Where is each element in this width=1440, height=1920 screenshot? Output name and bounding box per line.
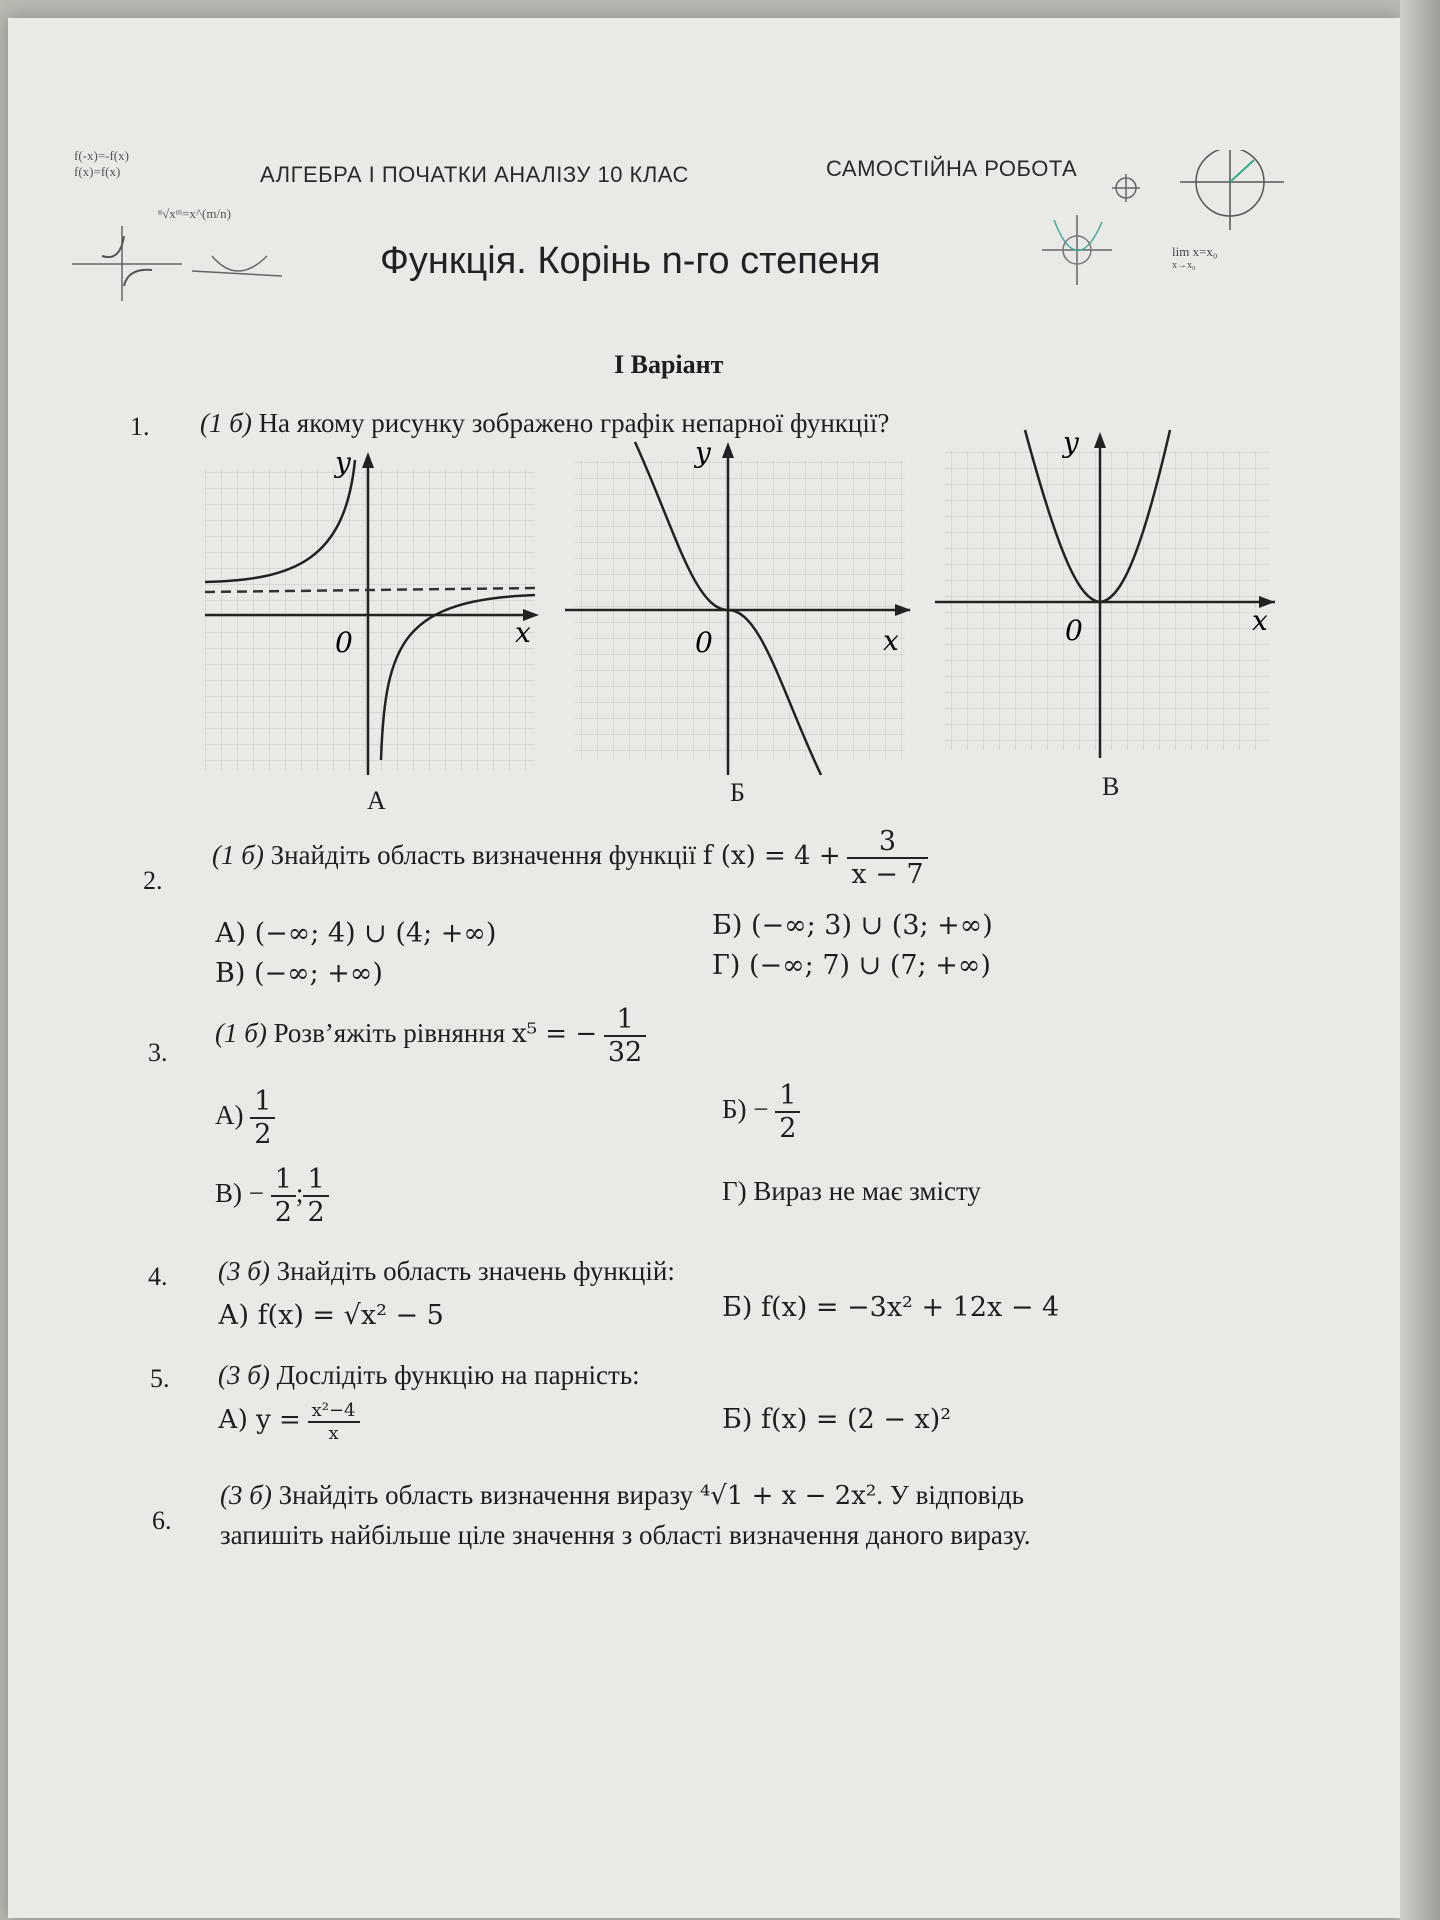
question-2-option-b[interactable]: Б) (−∞; 3) ∪ (3; +∞): [712, 910, 993, 941]
question-2-option-a[interactable]: А) (−∞; 4) ∪ (4; +∞): [215, 918, 497, 949]
doodle-unit-circle: [1100, 150, 1300, 250]
question-6-prompt-tail: . У відповідь: [876, 1480, 1024, 1510]
figure-b-label: Б: [730, 778, 745, 807]
question-2-option-c[interactable]: В) (−∞; +∞): [215, 958, 383, 989]
question-2-points: (1 б): [212, 840, 264, 871]
question-3-option-a-denominator: 2: [250, 1117, 275, 1150]
figure-b-origin: 0: [695, 626, 713, 659]
question-2-text: [212, 826, 928, 890]
doodle-graphs-left: [62, 216, 292, 306]
question-3-option-b-fraction: [775, 1080, 800, 1144]
question-2-prompt: Знайдіть область визначення функції: [270, 840, 697, 871]
question-3-option-b-prefix: Б) −: [722, 1094, 769, 1125]
figure-c-x-label: x: [1252, 604, 1268, 637]
figure-a-origin: 0: [335, 626, 353, 659]
question-5-number: 5.: [150, 1364, 170, 1393]
question-3-option-c-fraction-2: [303, 1164, 328, 1228]
question-3-fraction-denominator: 32: [604, 1035, 646, 1068]
question-3-option-b-numerator: 1: [779, 1080, 797, 1111]
question-3-option-a[interactable]: [215, 1086, 275, 1150]
question-3-option-c-numerator-2: 1: [307, 1164, 325, 1195]
question-3-option-c-denominator-1: 2: [271, 1195, 296, 1228]
question-6-number: 6.: [152, 1506, 172, 1535]
question-6-formula: ⁴√1 + x − 2x²: [699, 1481, 877, 1511]
question-3-number: 3.: [148, 1038, 168, 1067]
question-3-option-a-numerator: 1: [254, 1086, 272, 1117]
question-4-points: (3 б): [218, 1256, 270, 1286]
figure-c-origin: 0: [1065, 614, 1083, 647]
question-3-option-c-denominator-2: 2: [303, 1195, 328, 1228]
question-3-option-c-fraction-1: [271, 1164, 296, 1228]
question-3-option-c-prefix: В) −: [215, 1178, 264, 1209]
question-6-line-1: [220, 1480, 1024, 1511]
figure-b-y-label: y: [695, 436, 711, 469]
worksheet-title: Функція. Корінь n-го степеня: [380, 240, 881, 282]
question-5-points: (3 б): [218, 1360, 270, 1390]
question-1-points: (1 б): [200, 408, 252, 438]
question-4-prompt: Знайдіть область значень функцій:: [276, 1256, 675, 1286]
variant-heading: І Варіант: [614, 350, 724, 379]
question-3-fraction: [604, 1004, 646, 1068]
paper-stack-edge: [1400, 0, 1440, 1920]
question-4-number: 4.: [148, 1262, 168, 1291]
question-3-points: (1 б): [215, 1018, 267, 1049]
doodle-limit-main: lim x=x₀: [1172, 244, 1218, 259]
question-1-prompt: На якому рисунку зображено графік непарної функції?: [258, 408, 890, 438]
question-1-number: 1.: [130, 412, 150, 441]
doodle-root-formula: ⁿ√xᵐ=x^(m/n): [158, 206, 231, 221]
question-3-option-d[interactable]: Г) Вираз не має змісту: [722, 1176, 981, 1206]
figure-a-label: А: [367, 786, 386, 815]
question-5-option-a[interactable]: [218, 1400, 360, 1444]
question-6-prompt: Знайдіть область визначення виразу: [278, 1480, 694, 1510]
figure-c-graph: [935, 420, 1280, 770]
question-2-fraction-numerator: 3: [878, 826, 897, 857]
question-5-option-a-fraction: [308, 1400, 360, 1444]
subject-header: АЛГЕБРА І ПОЧАТКИ АНАЛІЗУ 10 КЛАС: [260, 162, 689, 187]
question-3-option-b-denominator: 2: [775, 1111, 800, 1144]
figure-b-x-label: x: [883, 624, 899, 657]
figure-a-grid: [205, 470, 535, 770]
question-5-text: [218, 1360, 640, 1391]
figure-c-label: В: [1102, 772, 1120, 801]
question-3-text: [215, 1004, 646, 1068]
question-2-fraction-denominator: x − 7: [847, 857, 927, 890]
question-4-text: [218, 1256, 675, 1287]
question-6-points: (3 б): [220, 1480, 272, 1510]
question-3-formula: x⁵ = −: [511, 1019, 598, 1050]
question-3-option-b[interactable]: [722, 1080, 800, 1144]
question-3-option-c[interactable]: [215, 1164, 329, 1228]
doodle-limit-sub: x→x₀: [1172, 260, 1196, 271]
doodle-parity-formulas: [74, 148, 129, 180]
question-4-option-a[interactable]: А) f(x) = √x² − 5: [218, 1300, 444, 1331]
question-6-line-2: запишіть найбільше ціле значення з області визначення даного виразу.: [220, 1520, 1031, 1550]
doodle-limit-formula: [1172, 244, 1217, 271]
question-3-prompt: Розв’яжіть рівняння: [273, 1018, 506, 1049]
question-2-option-d[interactable]: Г) (−∞; 7) ∪ (7; +∞): [712, 950, 991, 981]
figure-a-x-label: x: [515, 616, 531, 649]
question-5-option-a-denominator: x: [308, 1421, 360, 1444]
question-5-option-a-numerator: x²−4: [311, 1400, 356, 1421]
question-3-option-c-separator: ;: [295, 1178, 304, 1209]
question-5-prompt: Дослідіть функцію на парність:: [276, 1360, 640, 1390]
question-3-option-a-prefix: А): [215, 1100, 244, 1131]
figure-a-graph: [205, 440, 545, 780]
question-3-fraction-numerator: 1: [616, 1004, 634, 1035]
question-4-option-b[interactable]: Б) f(x) = −3x² + 12x − 4: [722, 1292, 1060, 1323]
doodle-formula-2: f(x)=f(x): [74, 164, 121, 179]
work-type-header: САМОСТІЙНА РОБОТА: [826, 156, 1078, 181]
question-2-formula: f (x) = 4 +: [702, 841, 841, 872]
figure-b-graph: [565, 430, 915, 780]
question-5-option-b[interactable]: Б) f(x) = (2 − x)²: [722, 1404, 952, 1435]
question-3-option-a-fraction: [250, 1086, 275, 1150]
figure-c-y-label: y: [1063, 426, 1079, 459]
question-2-number: 2.: [143, 866, 163, 895]
figure-a-y-label: y: [335, 446, 351, 479]
question-5-option-a-prefix: А) y =: [218, 1405, 301, 1436]
doodle-formula-1: f(-x)=-f(x): [74, 148, 129, 163]
question-2-fraction: [847, 826, 927, 890]
question-3-option-c-numerator-1: 1: [274, 1164, 292, 1195]
